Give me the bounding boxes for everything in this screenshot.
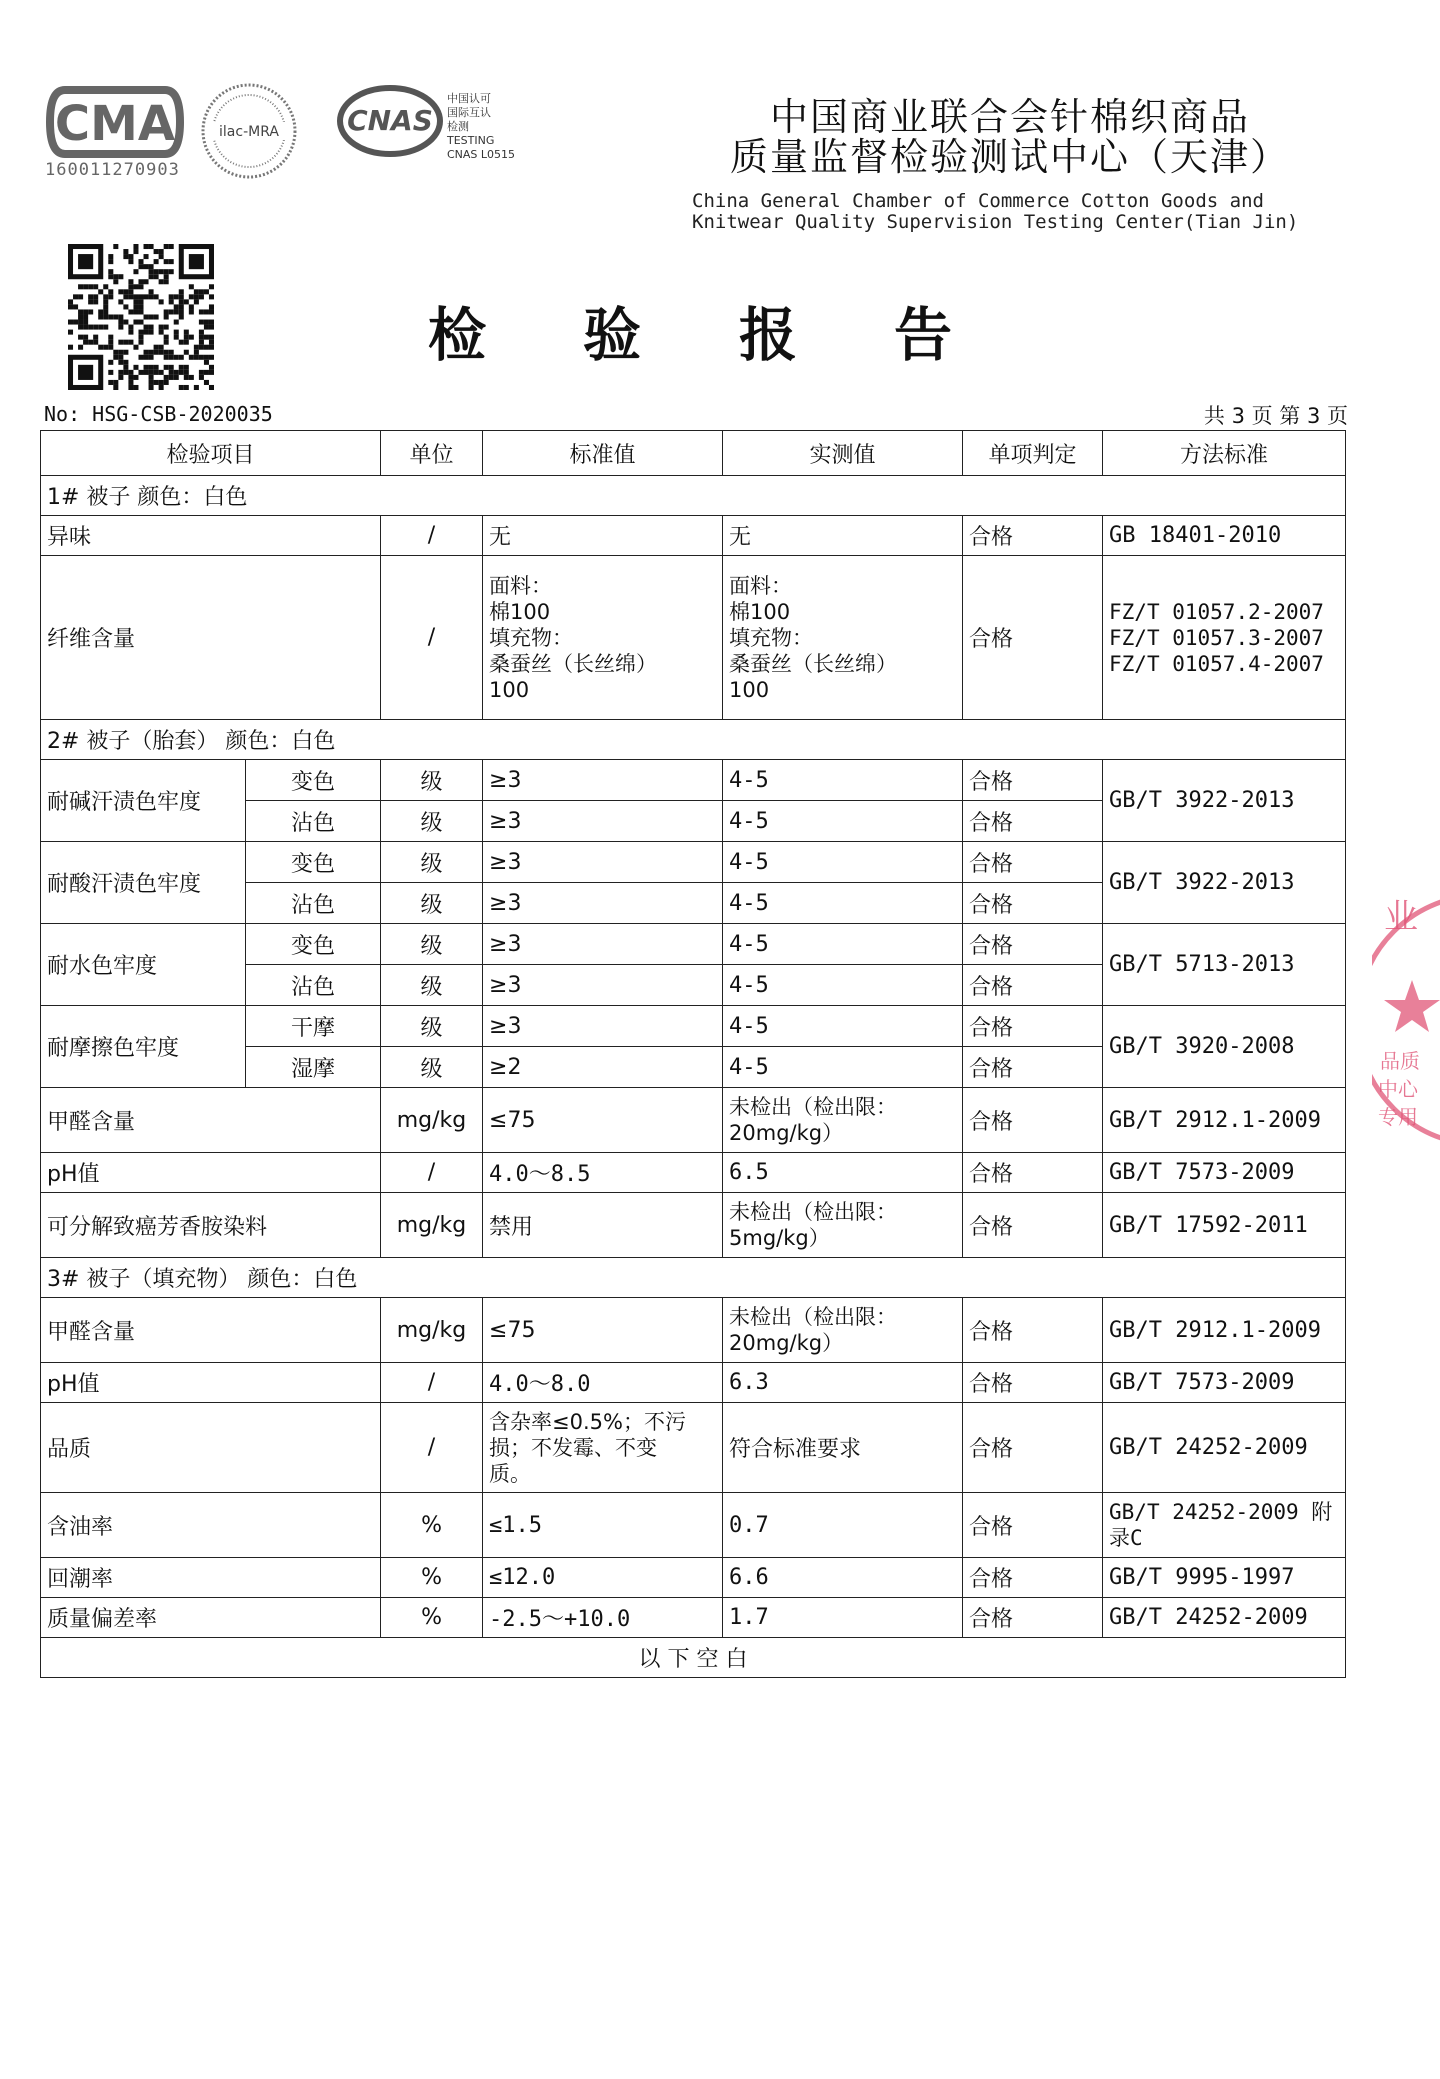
cell-measured xyxy=(723,556,963,720)
cell-unit: 级 xyxy=(381,1006,483,1047)
cell-standard: ≥3 xyxy=(483,883,723,924)
cell-subitem: 沾色 xyxy=(246,883,381,924)
table-row xyxy=(41,1193,1346,1258)
svg-text:CMA: CMA xyxy=(54,96,176,152)
cell-measured: 无 xyxy=(723,516,963,556)
cell-measured xyxy=(723,1088,963,1153)
cell-item: 可分解致癌芳香胺染料 xyxy=(41,1193,381,1258)
cell-unit: / xyxy=(381,1363,483,1403)
cell-item: 甲醛含量 xyxy=(41,1298,381,1363)
cell-item: 耐水色牢度 xyxy=(41,924,246,1006)
cell-line: 棉100 xyxy=(489,599,551,624)
col-header-standard: 标准值 xyxy=(483,431,723,476)
table-row xyxy=(41,556,1346,720)
ilac-mra-logo xyxy=(198,80,300,182)
table-row xyxy=(41,842,1346,883)
cell-standard: ≥3 xyxy=(483,1006,723,1047)
cell-item: 回潮率 xyxy=(41,1558,381,1598)
cell-subitem: 变色 xyxy=(246,760,381,801)
cell-result: 合格 xyxy=(963,965,1103,1006)
svg-text:中心: 中心 xyxy=(1378,1077,1418,1101)
cell-measured: 4-5 xyxy=(723,842,963,883)
section-title: 1# 被子 颜色：白色 xyxy=(41,476,1346,516)
cell-line: FZ/T 01057.2-2007 xyxy=(1109,599,1324,624)
cell-standard: ≥2 xyxy=(483,1047,723,1088)
cell-standard: 禁用 xyxy=(483,1193,723,1258)
cell-method: GB/T 3920-2008 xyxy=(1103,1006,1346,1088)
cell-standard: 4.0～8.0 xyxy=(483,1363,723,1403)
cell-line: 质。 xyxy=(489,1461,532,1486)
cell-standard xyxy=(483,1403,723,1493)
cell-result: 合格 xyxy=(963,1298,1103,1363)
cell-standard: ≥3 xyxy=(483,924,723,965)
cell-item: 耐酸汗渍色牢度 xyxy=(41,842,246,924)
cell-subitem: 沾色 xyxy=(246,965,381,1006)
cell-line: FZ/T 01057.4-2007 xyxy=(1109,651,1324,676)
cell-standard: ≥3 xyxy=(483,842,723,883)
col-header-item: 检验项目 xyxy=(41,431,381,476)
cnas-caption-line: CNAS L0515 xyxy=(447,148,516,161)
cell-unit: / xyxy=(381,516,483,556)
cell-unit: / xyxy=(381,1153,483,1193)
cell-unit: 级 xyxy=(381,883,483,924)
cell-item: 含油率 xyxy=(41,1493,381,1558)
cell-line: 填充物： xyxy=(729,625,814,650)
cell-unit: 级 xyxy=(381,760,483,801)
title-char: 检 xyxy=(428,301,487,369)
cell-item: pH值 xyxy=(41,1153,381,1193)
cell-result: 合格 xyxy=(963,1047,1103,1088)
section-row xyxy=(41,476,1346,516)
cell-method: GB/T 17592-2011 xyxy=(1103,1193,1346,1258)
cell-result: 合格 xyxy=(963,1493,1103,1558)
col-header-unit: 单位 xyxy=(381,431,483,476)
table-row xyxy=(41,516,1346,556)
cell-measured: 4-5 xyxy=(723,1047,963,1088)
cell-method xyxy=(1103,556,1346,720)
cell-line: 未检出（检出限： xyxy=(729,1095,898,1119)
title-char: 验 xyxy=(583,301,642,369)
cell-standard: ≤75 xyxy=(483,1298,723,1363)
cell-method xyxy=(1103,1493,1346,1558)
cell-line: 录C xyxy=(1109,1526,1143,1550)
cell-result: 合格 xyxy=(963,1006,1103,1047)
cell-item: 质量偏差率 xyxy=(41,1598,381,1638)
cnas-caption-line: 检测 xyxy=(447,120,469,133)
org-name-cn-line2: 质量监督检验测试中心（天津） xyxy=(730,135,1291,179)
cell-line: 面料： xyxy=(489,573,553,598)
cma-code: 160011270903 xyxy=(45,160,180,180)
table-row xyxy=(41,1558,1346,1598)
table-row xyxy=(41,1088,1346,1153)
cell-standard: ≤1.5 xyxy=(483,1493,723,1558)
svg-text:专用: 专用 xyxy=(1378,1105,1418,1129)
table-row xyxy=(41,1493,1346,1558)
page-info: 共 3 页 第 3 页 xyxy=(1203,404,1348,428)
svg-text:ilac-MRA: ilac-MRA xyxy=(219,124,279,140)
cell-standard: ≥3 xyxy=(483,965,723,1006)
cell-item: 品质 xyxy=(41,1403,381,1493)
cell-measured: 4-5 xyxy=(723,965,963,1006)
cell-measured: 4-5 xyxy=(723,924,963,965)
cell-line: 面料： xyxy=(729,573,793,598)
cell-measured: 6.3 xyxy=(723,1363,963,1403)
section-title: 2# 被子（胎套） 颜色：白色 xyxy=(41,720,1346,760)
cell-result: 合格 xyxy=(963,1598,1103,1638)
cell-measured: 0.7 xyxy=(723,1493,963,1558)
cell-method: GB/T 24252-2009 xyxy=(1103,1403,1346,1493)
cell-method: GB/T 7573-2009 xyxy=(1103,1363,1346,1403)
col-header-measured: 实测值 xyxy=(723,431,963,476)
section-row xyxy=(41,1258,1346,1298)
cell-unit: 级 xyxy=(381,842,483,883)
svg-text:品质: 品质 xyxy=(1380,1049,1420,1073)
cell-item: 耐碱汗渍色牢度 xyxy=(41,760,246,842)
cell-measured xyxy=(723,1193,963,1258)
cell-unit: / xyxy=(381,1403,483,1493)
cell-line: 损；不发霉、不变 xyxy=(489,1435,658,1460)
official-stamp xyxy=(1372,870,1440,1170)
cell-result: 合格 xyxy=(963,1363,1103,1403)
cell-unit: 级 xyxy=(381,1047,483,1088)
cell-unit: % xyxy=(381,1558,483,1598)
cell-line: 20mg/kg） xyxy=(729,1121,844,1145)
cell-subitem: 变色 xyxy=(246,924,381,965)
cell-measured: 6.5 xyxy=(723,1153,963,1193)
cell-method: GB 18401-2010 xyxy=(1103,516,1346,556)
table-row xyxy=(41,924,1346,965)
cell-subitem: 沾色 xyxy=(246,801,381,842)
stamp-star-icon xyxy=(1384,980,1440,1032)
section-title: 3# 被子（填充物） 颜色：白色 xyxy=(41,1258,1346,1298)
cell-method: GB/T 24252-2009 xyxy=(1103,1598,1346,1638)
title-char: 报 xyxy=(739,301,798,369)
cnas-caption xyxy=(447,92,537,162)
org-name-en-line1: China General Chamber of Commerce Cotton Goods and xyxy=(692,190,1264,212)
cell-standard: 无 xyxy=(483,516,723,556)
cell-result: 合格 xyxy=(963,842,1103,883)
cell-item: 耐摩擦色牢度 xyxy=(41,1006,246,1088)
table-header-row xyxy=(41,431,1346,476)
cell-result: 合格 xyxy=(963,924,1103,965)
table-row xyxy=(41,760,1346,801)
cell-standard: ≥3 xyxy=(483,801,723,842)
blank-below-note: 以 下 空 白 xyxy=(41,1638,1346,1678)
cell-line: 桑蚕丝（长丝绵） xyxy=(729,651,898,676)
cell-line: 100 xyxy=(489,677,530,702)
cnas-caption-line: 国际互认 xyxy=(447,106,491,119)
cell-line: 100 xyxy=(729,677,770,702)
cell-line: 桑蚕丝（长丝绵） xyxy=(489,651,658,676)
cell-line: 5mg/kg） xyxy=(729,1226,830,1250)
cell-result: 合格 xyxy=(963,1403,1103,1493)
table-row xyxy=(41,1298,1346,1363)
cell-measured: 6.6 xyxy=(723,1558,963,1598)
cell-result: 合格 xyxy=(963,883,1103,924)
cell-line: 未检出（检出限： xyxy=(729,1305,898,1329)
cell-measured: 符合标准要求 xyxy=(723,1403,963,1493)
cell-result: 合格 xyxy=(963,801,1103,842)
cell-item: pH值 xyxy=(41,1363,381,1403)
cell-method: GB/T 2912.1-2009 xyxy=(1103,1298,1346,1363)
cell-method: GB/T 3922-2013 xyxy=(1103,760,1346,842)
cell-line: 含杂率≤0.5%；不污 xyxy=(489,1409,686,1434)
cell-line: GB/T 24252-2009 附 xyxy=(1109,1500,1333,1524)
cell-standard: ≤12.0 xyxy=(483,1558,723,1598)
cell-unit: 级 xyxy=(381,965,483,1006)
cell-method: GB/T 9995-1997 xyxy=(1103,1558,1346,1598)
cell-unit: % xyxy=(381,1493,483,1558)
cell-measured: 4-5 xyxy=(723,760,963,801)
cell-subitem: 干摩 xyxy=(246,1006,381,1047)
cell-measured: 4-5 xyxy=(723,883,963,924)
cell-standard: ≥3 xyxy=(483,760,723,801)
report-number: No: HSG-CSB-2020035 xyxy=(44,402,273,426)
title-char: 告 xyxy=(894,301,953,369)
qr-code xyxy=(68,244,214,390)
cell-item: 甲醛含量 xyxy=(41,1088,381,1153)
cell-standard xyxy=(483,556,723,720)
cell-method: GB/T 7573-2009 xyxy=(1103,1153,1346,1193)
cell-result: 合格 xyxy=(963,1193,1103,1258)
cell-result: 合格 xyxy=(963,556,1103,720)
cell-measured xyxy=(723,1298,963,1363)
table-footer-row xyxy=(41,1638,1346,1678)
cnas-caption-line: 中国认可 xyxy=(447,92,491,105)
cell-method: GB/T 2912.1-2009 xyxy=(1103,1088,1346,1153)
cell-line: 20mg/kg） xyxy=(729,1331,844,1355)
table-row xyxy=(41,1598,1346,1638)
cell-result: 合格 xyxy=(963,516,1103,556)
cell-standard: -2.5～+10.0 xyxy=(483,1598,723,1638)
svg-text:业: 业 xyxy=(1384,897,1418,937)
cell-unit: 级 xyxy=(381,801,483,842)
cell-line: 棉100 xyxy=(729,599,791,624)
cell-unit: / xyxy=(381,556,483,720)
svg-text:CNAS: CNAS xyxy=(347,104,433,137)
section-row xyxy=(41,720,1346,760)
cma-logo xyxy=(45,82,185,164)
table-row xyxy=(41,1403,1346,1493)
table-row xyxy=(41,1153,1346,1193)
cell-line: FZ/T 01057.3-2007 xyxy=(1109,625,1324,650)
col-header-method: 方法标准 xyxy=(1103,431,1346,476)
cell-subitem: 变色 xyxy=(246,842,381,883)
cell-method: GB/T 3922-2013 xyxy=(1103,842,1346,924)
col-header-result: 单项判定 xyxy=(963,431,1103,476)
org-name-en-line2: Knitwear Quality Supervision Testing Center(Tian Jin) xyxy=(692,211,1299,233)
cell-result: 合格 xyxy=(963,1558,1103,1598)
cell-standard: 4.0～8.5 xyxy=(483,1153,723,1193)
cell-measured: 1.7 xyxy=(723,1598,963,1638)
cell-result: 合格 xyxy=(963,1153,1103,1193)
cell-unit: 级 xyxy=(381,924,483,965)
cell-unit: mg/kg xyxy=(381,1193,483,1258)
cell-measured: 4-5 xyxy=(723,1006,963,1047)
cell-subitem: 湿摩 xyxy=(246,1047,381,1088)
cell-standard: ≤75 xyxy=(483,1088,723,1153)
cell-unit: % xyxy=(381,1598,483,1638)
cell-item: 异味 xyxy=(41,516,381,556)
cell-unit: mg/kg xyxy=(381,1298,483,1363)
cnas-caption-line: TESTING xyxy=(447,134,495,147)
cell-result: 合格 xyxy=(963,1088,1103,1153)
table-row xyxy=(41,1363,1346,1403)
cell-item: 纤维含量 xyxy=(41,556,381,720)
cell-method: GB/T 5713-2013 xyxy=(1103,924,1346,1006)
table-row xyxy=(41,1006,1346,1047)
cell-line: 填充物： xyxy=(489,625,574,650)
cell-result: 合格 xyxy=(963,760,1103,801)
cell-measured: 4-5 xyxy=(723,801,963,842)
cell-unit: mg/kg xyxy=(381,1088,483,1153)
inspection-table xyxy=(40,430,1346,1678)
cell-line: 未检出（检出限： xyxy=(729,1200,898,1224)
cnas-logo xyxy=(336,84,444,158)
org-name-cn-line1: 中国商业联合会针棉织商品 xyxy=(770,95,1251,139)
